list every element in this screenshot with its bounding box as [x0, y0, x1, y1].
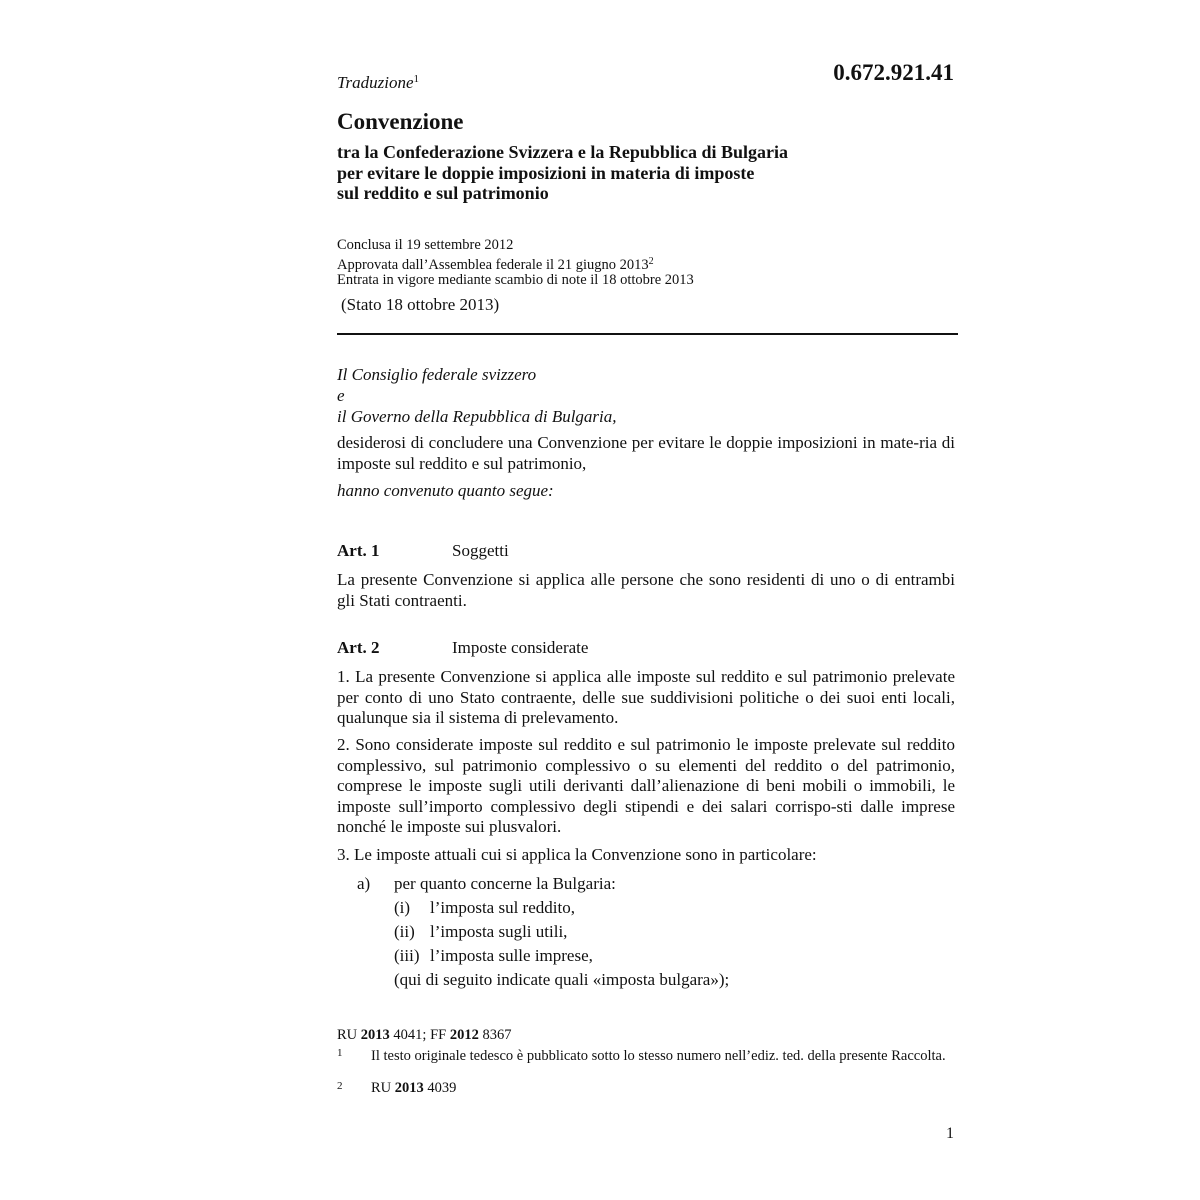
preamble-party2: il Governo della Repubblica di Bulgaria,: [337, 407, 617, 426]
ru-year: 2013: [360, 1027, 390, 1043]
footnote-ref-2[interactable]: 2: [648, 255, 654, 267]
ru-page: 4041;: [393, 1027, 427, 1043]
ff-prefix: FF: [430, 1027, 447, 1043]
list-text-a: per quanto concerne la Bulgaria:: [394, 874, 616, 893]
subtitle-line: per evitare le doppie imposizioni in materia di imposte: [337, 162, 755, 183]
translation-label: [337, 73, 419, 93]
fn2-page: 4039: [427, 1080, 457, 1096]
status-date: (Stato 18 ottobre 2013): [341, 295, 500, 314]
translation-text: Traduzione: [337, 73, 414, 92]
footnote-ref-1[interactable]: 1: [413, 73, 420, 85]
article-1-text: La presente Convenzione si applica alle persone che sono residenti di uno o di entrambi gli Stati contraenti.: [337, 570, 955, 610]
list-item-label: (i): [394, 898, 411, 917]
document-number: 0.672.921.41: [833, 60, 954, 85]
list-item-label: (iii): [394, 946, 420, 965]
preamble-agreed: hanno convenuto quanto segue:: [337, 481, 554, 500]
article-2-paragraph-3: 3. Le imposte attuali cui si applica la Convenzione sono in particolare:: [337, 845, 817, 864]
approved-date: [337, 254, 694, 274]
footnote-2-text: [371, 1081, 961, 1095]
article-2-paragraph-1: 1. La presente Convenzione si applica alle imposte sul reddito e sul patrimonio prelevate per conto di uno Stato contraente, delle sue suddivisioni politiche o dei suoi enti locali, qualunque sia il sistema di prelevamento.: [337, 667, 955, 727]
preamble-and: e: [337, 386, 345, 405]
approved-text: Approvata dall’Assemblea federale il 21 giugno 2013: [337, 256, 649, 273]
footnote-2-number: 2: [337, 1080, 343, 1092]
divider: [337, 333, 958, 335]
ru-prefix: RU: [337, 1027, 358, 1043]
article-2-paragraph-2: 2. Sono considerate imposte sul reddito e sul patrimonio le imposte prelevate sul reddito complessivo, sul patrimonio complessivo o su elementi del reddito o del patrimonio, comprese le imposte sugli utili derivanti dall’alienazione di beni mobili o immobili, le imposte sull’importo complessivo degli stipendi e dei salari corrispo-sti dalle imprese nonché le imposte sui plusvalori.: [337, 735, 955, 836]
article-1-title: Soggetti: [452, 541, 509, 560]
preamble-desire: desiderosi di concludere una Convenzione per evitare le doppie imposizioni in mate-ria di imposte sul reddito e sul patrimonio,: [337, 433, 955, 473]
fn2-prefix: RU: [371, 1080, 392, 1096]
list-item-text: l’imposta sul reddito,: [430, 898, 575, 917]
subtitle-line: sul reddito e sul patrimonio: [337, 183, 549, 203]
list-label-a: a): [357, 874, 371, 893]
footnote-1-number: 1: [337, 1047, 343, 1059]
ff-year: 2012: [449, 1027, 479, 1043]
dates-block: [337, 238, 694, 289]
document-subtitle: [337, 142, 788, 204]
article-2-title: Imposte considerate: [452, 638, 589, 657]
list-item-label: (ii): [394, 922, 415, 941]
concluded-date: Conclusa il 19 settembre 2012: [337, 237, 514, 253]
list-item-text: l’imposta sulle imprese,: [430, 946, 593, 965]
document-title: Convenzione: [337, 109, 464, 134]
list-close-text: (qui di seguito indicate quali «imposta bulgara»);: [394, 970, 730, 989]
footnote-1-text: Il testo originale tedesco è pubblicato sotto lo stesso numero nell’ediz. ted. della presente Raccolta.: [371, 1048, 946, 1064]
fn2-year: 2013: [394, 1080, 424, 1096]
ff-page: 8367: [482, 1027, 512, 1043]
article-2-number: Art. 2: [337, 638, 380, 657]
subtitle-line: tra la Confederazione Svizzera e la Repubblica di Bulgaria: [337, 142, 788, 162]
page-number: 1: [946, 1125, 954, 1142]
preamble-party1: Il Consiglio federale svizzero: [337, 365, 537, 384]
in-force-date: Entrata in vigore mediante scambio di note il 18 ottobre 2013: [337, 272, 694, 288]
article-1-number: Art. 1: [337, 541, 380, 560]
footnote-sources: [337, 1027, 511, 1044]
list-item-text: l’imposta sugli utili,: [430, 922, 568, 941]
